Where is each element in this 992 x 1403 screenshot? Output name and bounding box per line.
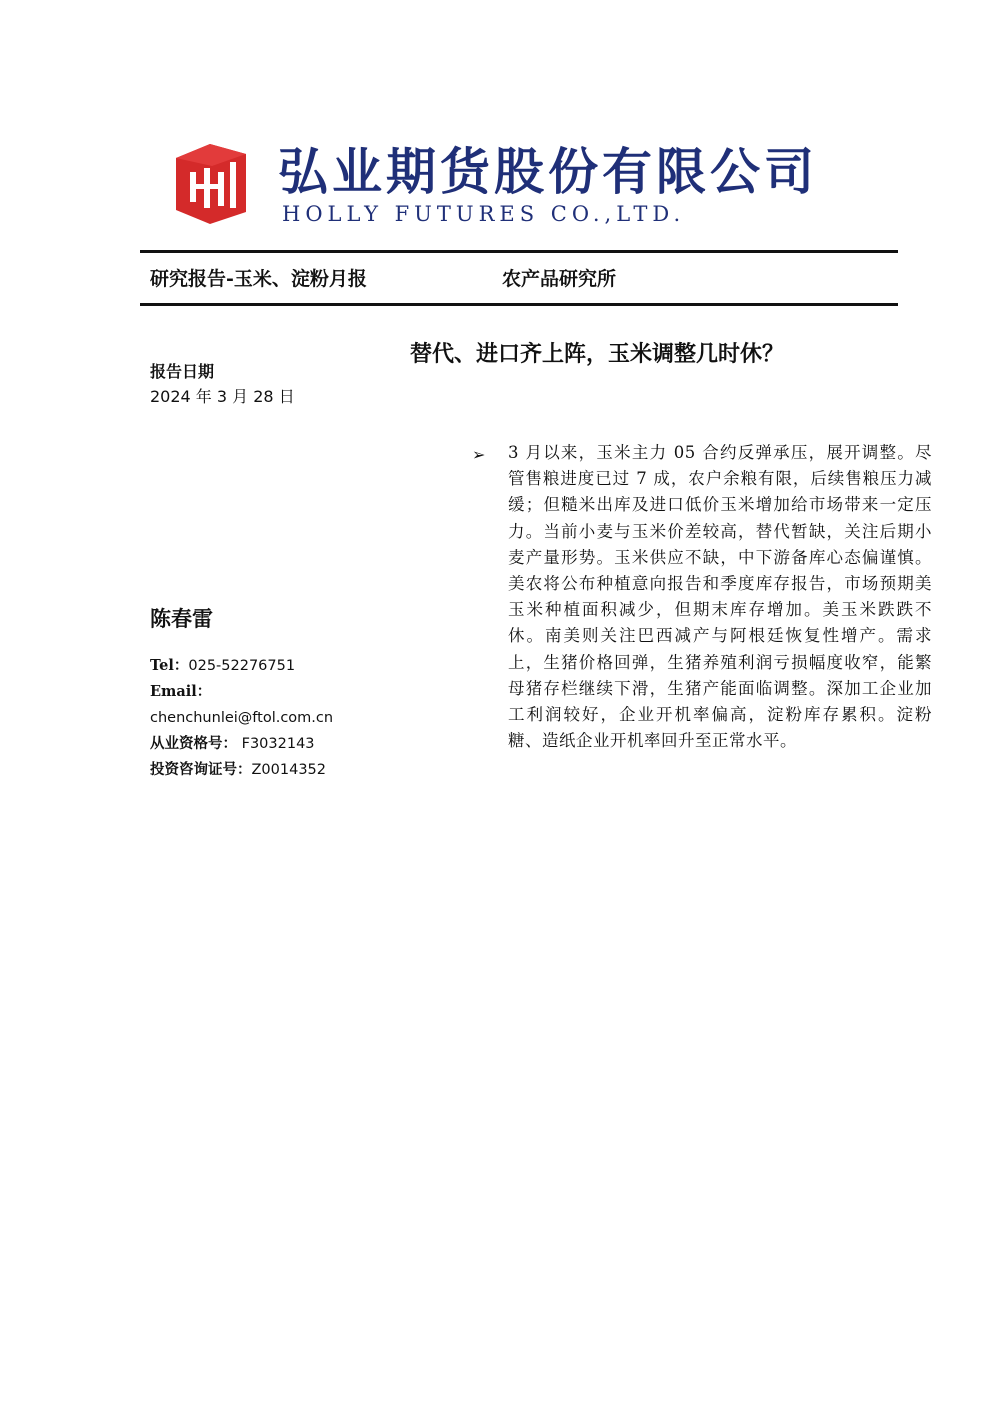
email-value[interactable]: chenchunlei@ftol.com.cn (150, 710, 334, 726)
company-logo (170, 140, 830, 230)
analyst-name: 陈春雷 (150, 606, 213, 631)
consult-value: Z0014352 (251, 762, 327, 778)
company-name-en: HOLLY FUTURES CO.,LTD. (282, 202, 686, 226)
analyst-contact (150, 653, 450, 783)
company-name-cn: 弘业期货股份有限公司 (278, 143, 818, 201)
tel-value: 025-52276751 (188, 658, 296, 674)
qualification-value: F3032143 (241, 736, 315, 752)
logo-mark-icon (170, 142, 250, 224)
consult-row (150, 757, 450, 783)
report-series-title: 研究报告-玉米、淀粉月报 (150, 268, 367, 290)
consult-label: 投资咨询证号： (150, 761, 252, 778)
email-label: Email： (150, 683, 212, 700)
report-date-label: 报告日期 (150, 362, 215, 381)
report-date-block (150, 360, 410, 410)
email-label-row (150, 679, 450, 705)
qualification-row (150, 731, 450, 757)
report-headline: 替代、进口齐上阵，玉米调整几时休？ (410, 341, 785, 367)
header-top-rule (140, 250, 898, 253)
email-value-row (150, 705, 450, 731)
report-date-value: 2024 年 3 月 28 日 (150, 387, 295, 406)
tel-row (150, 653, 450, 679)
tel-label: Tel： (150, 657, 189, 674)
arrow-bullet-icon: ➢ (472, 445, 486, 464)
header-bottom-rule (140, 303, 898, 306)
qualification-label: 从业资格号： (150, 735, 237, 752)
summary-paragraph: 3 月以来，玉米主力 05 合约反弹承压，展开调整。尽管售粮进度已过 7 成，农户余粮有限，后续售粮压力减缓；但糙米出库及进口低价玉米增加给市场带来一定压力。当前小麦与玉米价差较高，替代暂缺，关注后期小麦产量形势。玉米供应不缺，中下游备库心态偏谨慎。美农将公布种植意向报告和季度库存报告，市场预期美玉米种植面积减少，但期末库存增加。美玉米跌跌不休。南美则关注巴西减产与阿根廷恢复性增产。需求上，生猪价格回弹，生猪养殖利润亏损幅度收窄，能繁母猪存栏继续下滑，生猪产能面临调整。深加工企业加工利润较好，企业开机率偏高，淀粉库存累积。淀粉糖、造纸企业开机率回升至正常水平。 (508, 443, 932, 751)
department-name: 农产品研究所 (502, 268, 617, 290)
